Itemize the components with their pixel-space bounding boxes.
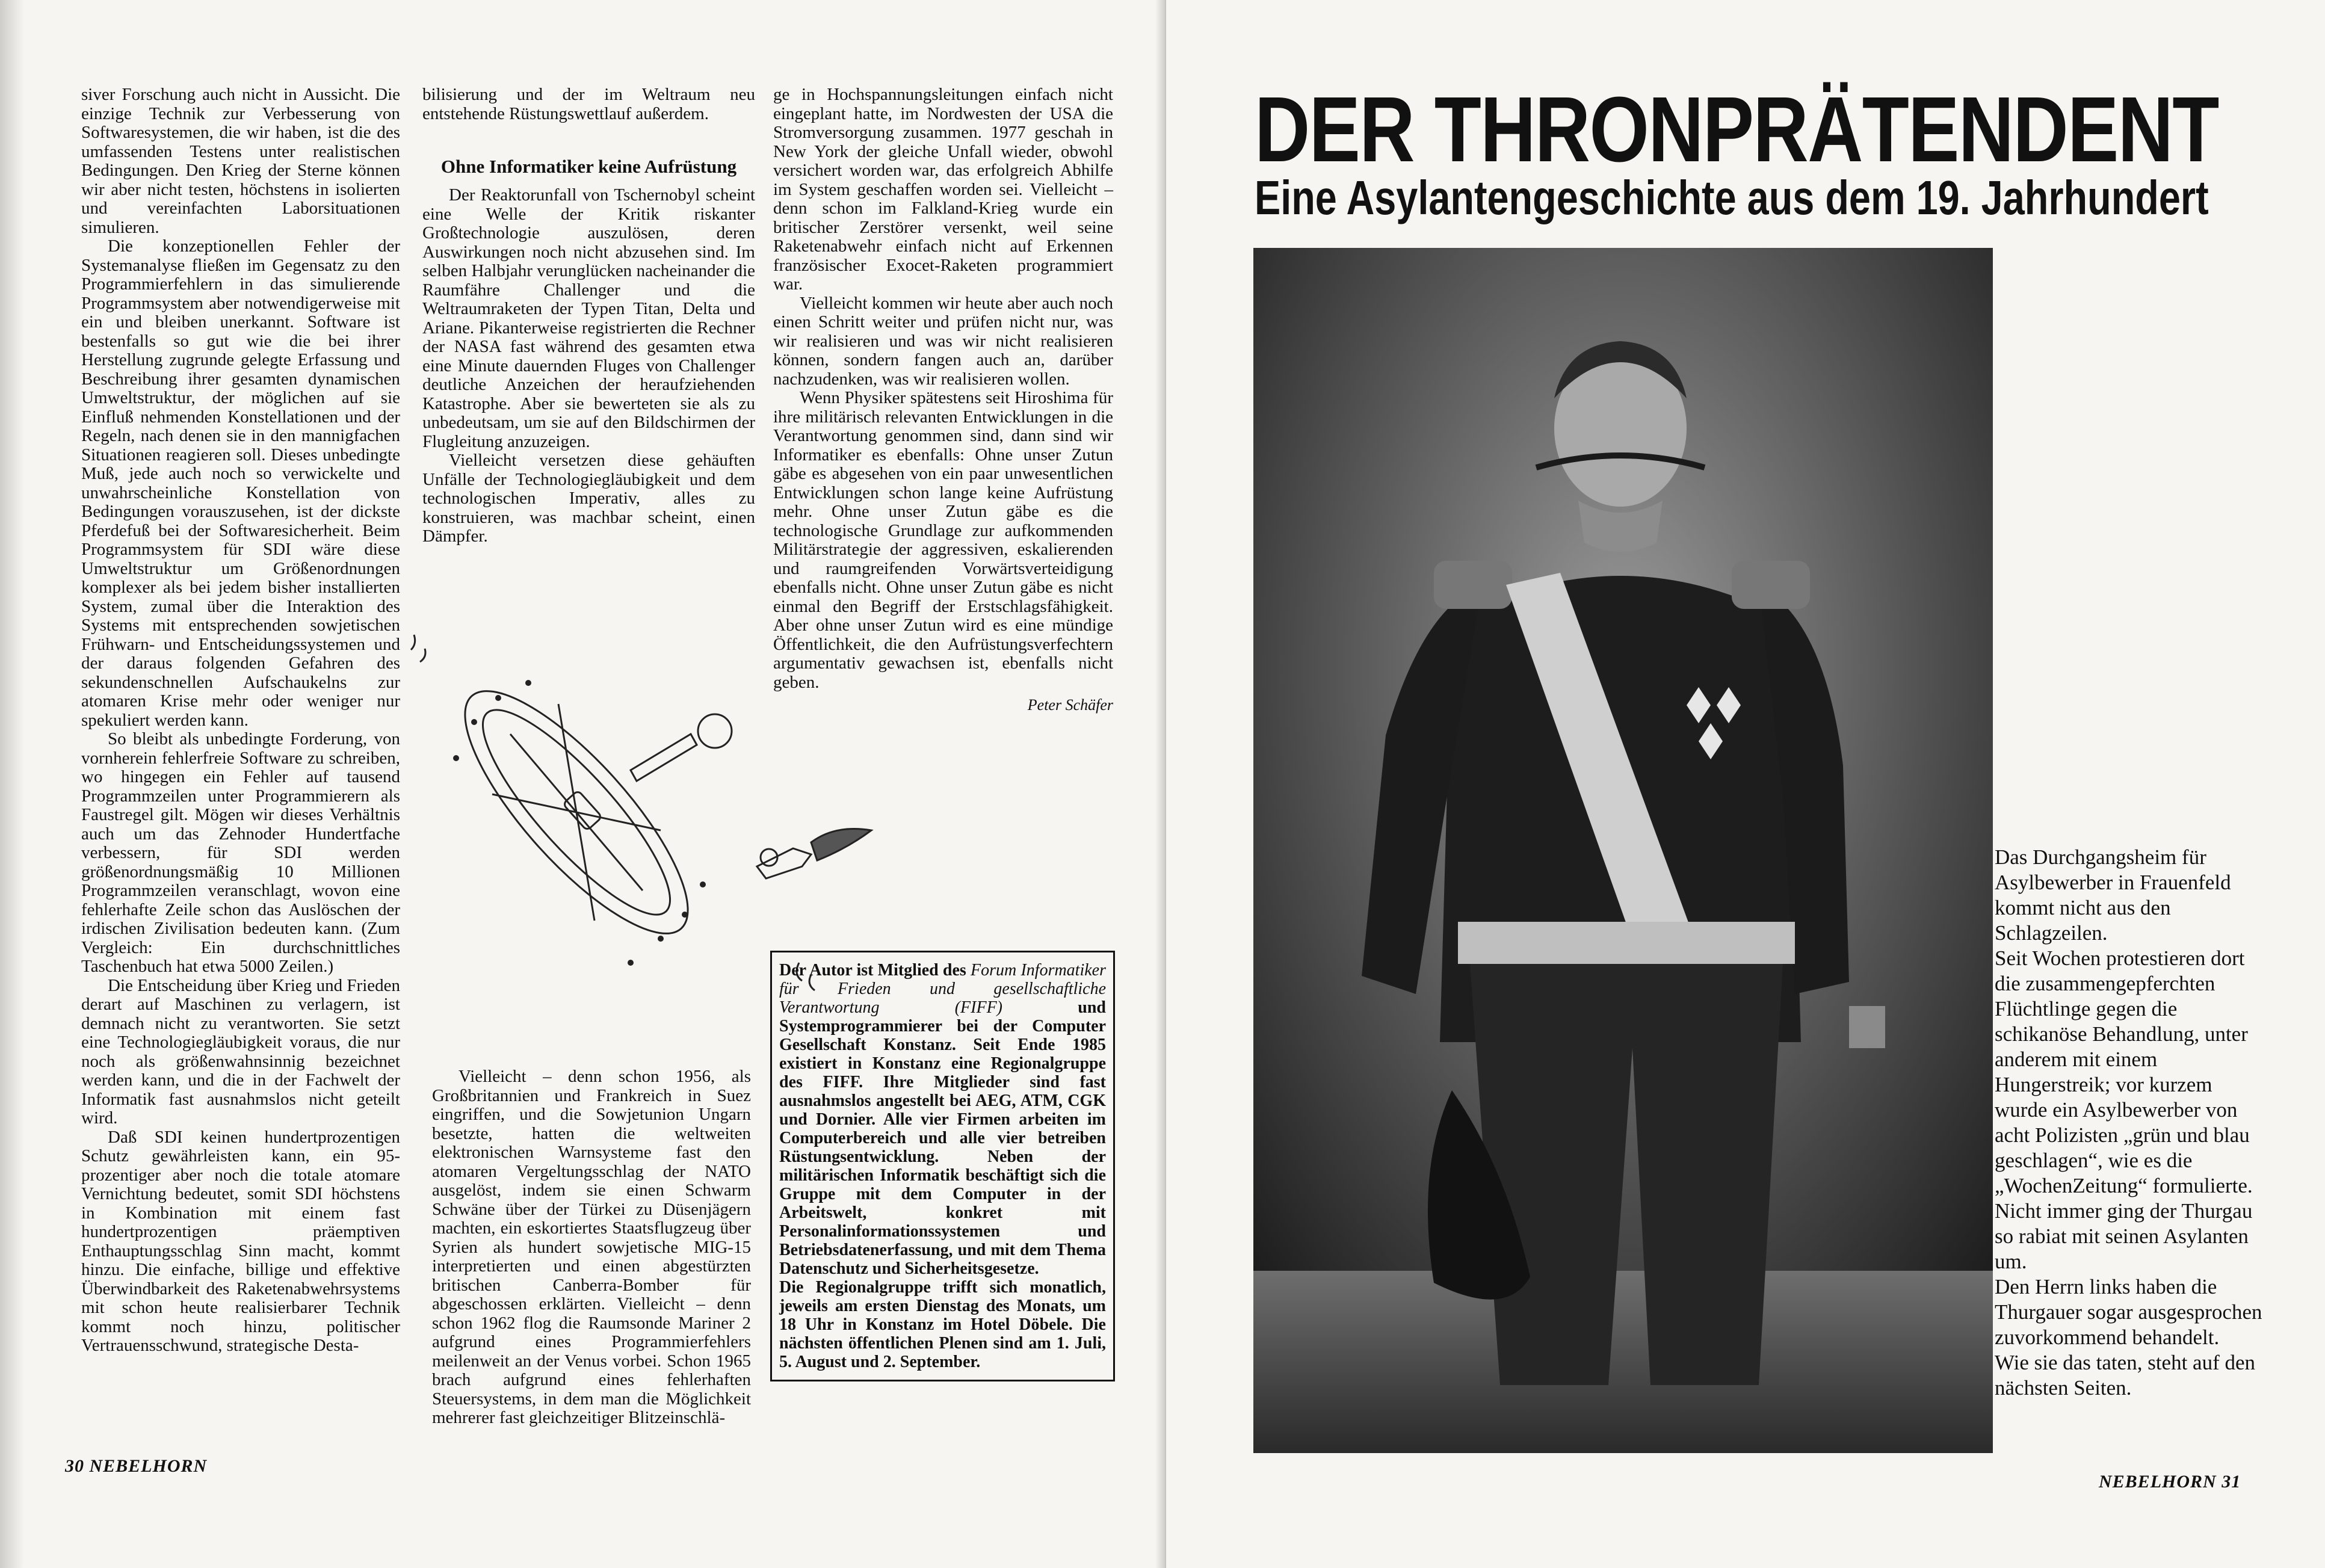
page-subtitle: Eine Asylantengeschichte aus dem 19. Jahrhundert bbox=[1255, 171, 2209, 224]
article-column-2 bbox=[422, 85, 755, 546]
portrait-illustration bbox=[1253, 248, 1993, 1453]
article-column-2-lower bbox=[432, 1067, 751, 1428]
caption-line: Den Herrn links haben die Thurgauer sogar ausgesprochen zuvorkommend behandelt. bbox=[1995, 1275, 2262, 1349]
flying-figure bbox=[757, 848, 811, 878]
caption-line: Nicht immer ging der Thurgau so rabiat mit seinen Asylanten um. bbox=[1995, 1199, 2253, 1273]
station-pod bbox=[698, 714, 732, 748]
station-hub bbox=[563, 790, 602, 830]
infobox-intro: Der Autor ist Mitglied des bbox=[779, 961, 966, 980]
section-subheading: Ohne Informatiker keine Aufrüstung bbox=[440, 156, 737, 177]
infobox-text: und Systemprogrammierer bei der Computer Gesellschaft Konstanz. Seit Ende 1985 existiert in Konstanz eine Regionalgruppe des FIFF. Ihre Mitglieder sind fast ausnahmslos angestellt bei AEG, ATM, CGK und Dornier. Alle vier Firmen arbeiten im Computerbereich und alle vier betreiben Rüstungsentwicklung. Neben der militärischen Informatik beschäftigt sich die Gruppe mit dem Computer in der Arbeitswelt, konkret mit Personalinformationssystemen und Betriebsdatenerfassung, und mit dem Thema Datenschutz und Sicherheitsgesetze. bbox=[779, 998, 1106, 1278]
paragraph: Die konzeptionellen Fehler der Systemanalyse fließen im Gegensatz zu den Programmierfehlern in das simulierende Programmsystem aber notwendigerweise mit ein und bleiben unerkannt. Software ist bestenfalls so gut wie die bei ihrer Herstellung zugrunde gelegte Erfassung und Beschreibung ihrer gesamten dynamischen Umweltstruktur, der möglichen auf sie Einfluß nehmenden Konstellationen und der Regeln, nach denen sie in den mannigfachen Situationen reagieren soll. Dieses unbedingte Muß, jede auch noch so verwickelte und unwahrscheinliche Konstellation von Bedingungen vorauszusehen, ist der dickste Pferdefuß bei der Softwaresicherheit. Beim Programmsystem für SDI wäre diese Umweltstruktur um Größenordnungen komplexer als bei jedem bisher installierten System, zumal über die Interaktion des Systems mit entsprechenden sowjetischen Frühwarn- und Entscheidungssystemen und der daraus folgenden Gefahren des sekundenschnellen Aufschaukelns zur atomaren Krise mehr oder weniger nur spekuliert werden kann. bbox=[81, 236, 400, 730]
paragraph: ge in Hochspannungsleitungen einfach nicht eingeplant hatte, im Nordwesten der USA die Stromversorgung zusammen. 1977 geschah in New York der gleiche Unfall wieder, obwohl versichert worden war, das erfolgreich Abhilfe im System geschaffen worden sei. Vielleicht – denn schon im Falkland-Krieg wurde ein britischer Zerstörer versenkt, weil seine Raketenabwehr einfach nicht auf Erkennen französischer Exocet-Raketen programmiert war. bbox=[773, 85, 1113, 294]
caption-line: Das Durchgangsheim für Asylbewerber in Frauenfeld kommt nicht aus den Schlagzeilen. bbox=[1995, 845, 2231, 945]
paragraph: Der Reaktorunfall von Tschernobyl scheint eine Welle der Kritik riskanter Großtechnologie auszulösen, deren Auswirkungen noch nicht abzusehen sind. Im selben Halbjahr verunglücken nacheinander die Raumfähre Challenger und die Weltraumraketen der Typen Titan, Delta und Ariane. Pikanterweise registrierten die Rechner der NASA fast während des gesamten etwa eine Minute dauernden Fluges von Challenger deutliche Anzeichen der heraufziehenden Katastrophe. Aber sie bewerteten sie als zu unbedeutsam, um sie auf den Bildschirmen der Flugleitung anzuzeigen. bbox=[422, 185, 755, 451]
paragraph: siver Forschung auch nicht in Aussicht. Die einzige Technik zur Verbesserung von Softwaresystemen, die wir haben, ist die des umfassenden Testens unter realistischen Bedingungen. Den Krieg der Sterne können wir aber nicht testen, höchstens in isolierten und vereinfachten Laborsituationen simulieren. bbox=[81, 85, 400, 237]
author-signature: Peter Schäfer bbox=[1027, 696, 1113, 714]
paragraph: So bleibt als unbedingte Forderung, von vornherein fehlerfreie Software zu schreiben, wo hingegen ein Fehler auf tausend Programmzeilen unter Programmierern als Faustregel gilt. Mögen wir dieses Verhältnis auch um das Zehnoder Hundertfache verbessern, für SDI werden größenordnungsmäßig 10 Millionen Programmzeilen veranschlagt, wovon eine fehlerhafte Zeile schon das Auslöschen der irdischen Zivilisation bedeuten kann. (Zum Vergleich: Ein durchschnittliches Taschenbuch hat etwa 5000 Zeilen.) bbox=[81, 729, 400, 976]
author-info-box bbox=[770, 951, 1115, 1381]
page-folio-left: 30 NEBELHORN bbox=[65, 1456, 208, 1476]
portrait-photo bbox=[1253, 248, 1993, 1453]
motion-lines bbox=[411, 635, 425, 662]
page-title: DER THRONPRÄTENDENT bbox=[1255, 78, 2218, 181]
caption-line: Seit Wochen protestieren dort die zusammengepferchten Flüchtlinge gegen die schikanöse Behandlung, unter anderem mit einem Hungerstreik; vor kurzem wurde ein Asylbewerber von acht Polizisten „grün und blau geschlagen“, wie es die „WochenZeitung“ formulierte. bbox=[1995, 946, 2253, 1197]
photo-caption bbox=[1995, 845, 2265, 1401]
page-folio-right: NEBELHORN 31 bbox=[2099, 1472, 2241, 1492]
paragraph: Daß SDI keinen hundertprozentigen Schutz gewährleisten kann, ein 95-prozentiger aber noch die totale atomare Vernichtung bedeutet, somit SDI höchstens in Kombination mit einem fast hundertprozentigen präemptiven Enthauptungsschlag Sinn macht, kommt hinzu. Die einfache, billige und effektive Überwindbarkeit des Raketenabwehrsystems mit schon heute realisierbarer Technik kommt noch hinzu, politischer Vertrauensschwund, strategische Desta- bbox=[81, 1127, 400, 1355]
paragraph: bilisierung und der im Weltraum neu entstehende Rüstungswettlauf außerdem. bbox=[422, 85, 755, 123]
article-column-1 bbox=[81, 85, 400, 1356]
station-arm bbox=[631, 734, 697, 781]
infobox-meeting: Die Regionalgruppe trifft sich monatlich, jeweils am ersten Dienstag des Monats, um 18 Uhr in Konstanz im Hotel Döbele. Die nächsten öffentlichen Plenen sind am 1. Juli, 5. August und 2. September. bbox=[779, 1278, 1106, 1371]
paragraph: Die Entscheidung über Krieg und Frieden derart auf Maschinen zu verlagern, ist demnach nicht zu verantworten. Sie setzt eine Technologiegläubigkeit voraus, die nur noch als größenwahnsinnig bezeichnet werden kann, und die in der Fachwelt der Informatik fast ausnahmslos nicht geteilt wird. bbox=[81, 975, 400, 1128]
paragraph: Vielleicht – denn schon 1956, als Großbritannien und Frankreich in Suez eingriffen, und die Sowjetunion Ungarn besetzte, hatten die weltweiten elektronischen Warnsysteme fast den atomaren Vergeltungsschlag der NATO ausgelöst, indem sie einen Schwarm Schwäne über der Türkei zu Düsenjägern machten, ein eskortiertes Staatsflugzeug über Syrien als hundert sowjetische MIG-15 interpretierten und einen abgestürzten britischen Canberra-Bomber für abgeschossen erklärten. Vielleicht – denn schon 1962 flog die Raumsonde Mariner 2 aufgrund eines Programmierfehlers meilenweit an der Venus vorbei. Schon 1965 brach aufgrund eines fehlerhaften Steuersystems, in dem man die Möglichkeit mehrerer fast gleichzeitiger Blitzeinschlä- bbox=[432, 1067, 751, 1427]
paragraph: Vielleicht versetzen diese gehäuften Unfälle der Technologiegläubigkeit und dem technologischen Imperativ, alles zu konstruieren, was machbar scheint, einen Dämpfer. bbox=[422, 451, 755, 546]
flying-cape bbox=[811, 829, 871, 861]
infobox-org-name: Forum Informatiker für Frieden und gesellschaftliche Verantwortung (FIFF) bbox=[779, 961, 1106, 1017]
caption-line: Wie sie das taten, steht auf den nächsten Seiten. bbox=[1995, 1351, 2256, 1400]
paragraph: Wenn Physiker spätestens seit Hiroshima für ihre militärisch relevanten Entwicklungen in die Verantwortung genommen sind, dann sind wir Informatiker es ebenfalls: Ohne unser Zutun gäbe es abgesehen von ein paar unwesentlichen Entwicklungen schon lange keine Aufrüstung mehr. Ohne unser Zutun gäbe es die technologische Grundlage zur aufkommenden Militärstrategie der aggressiven, eskalierenden und raumgreifenden Vorwärtsverteidigung ebenfalls nicht. Ohne unser Zutun gäbe es nicht einmal den Begriff der Erstschlagsfähigkeit. Aber ohne unser Zutun wird es eine mündige Öffentlichkeit, die den Aufrüstungsverfechtern argumentativ gewachsen ist, ebenfalls nicht geben. bbox=[773, 388, 1113, 692]
page-edge-shadow bbox=[0, 0, 24, 1568]
paragraph: Vielleicht kommen wir heute aber auch noch einen Schritt weiter und prüfen nicht nur, was wir realisieren und was wir nicht realisieren können, sondern fangen auch an, darüber nachzudenken, was wir realisieren wollen. bbox=[773, 293, 1113, 389]
article-column-3 bbox=[773, 85, 1113, 715]
